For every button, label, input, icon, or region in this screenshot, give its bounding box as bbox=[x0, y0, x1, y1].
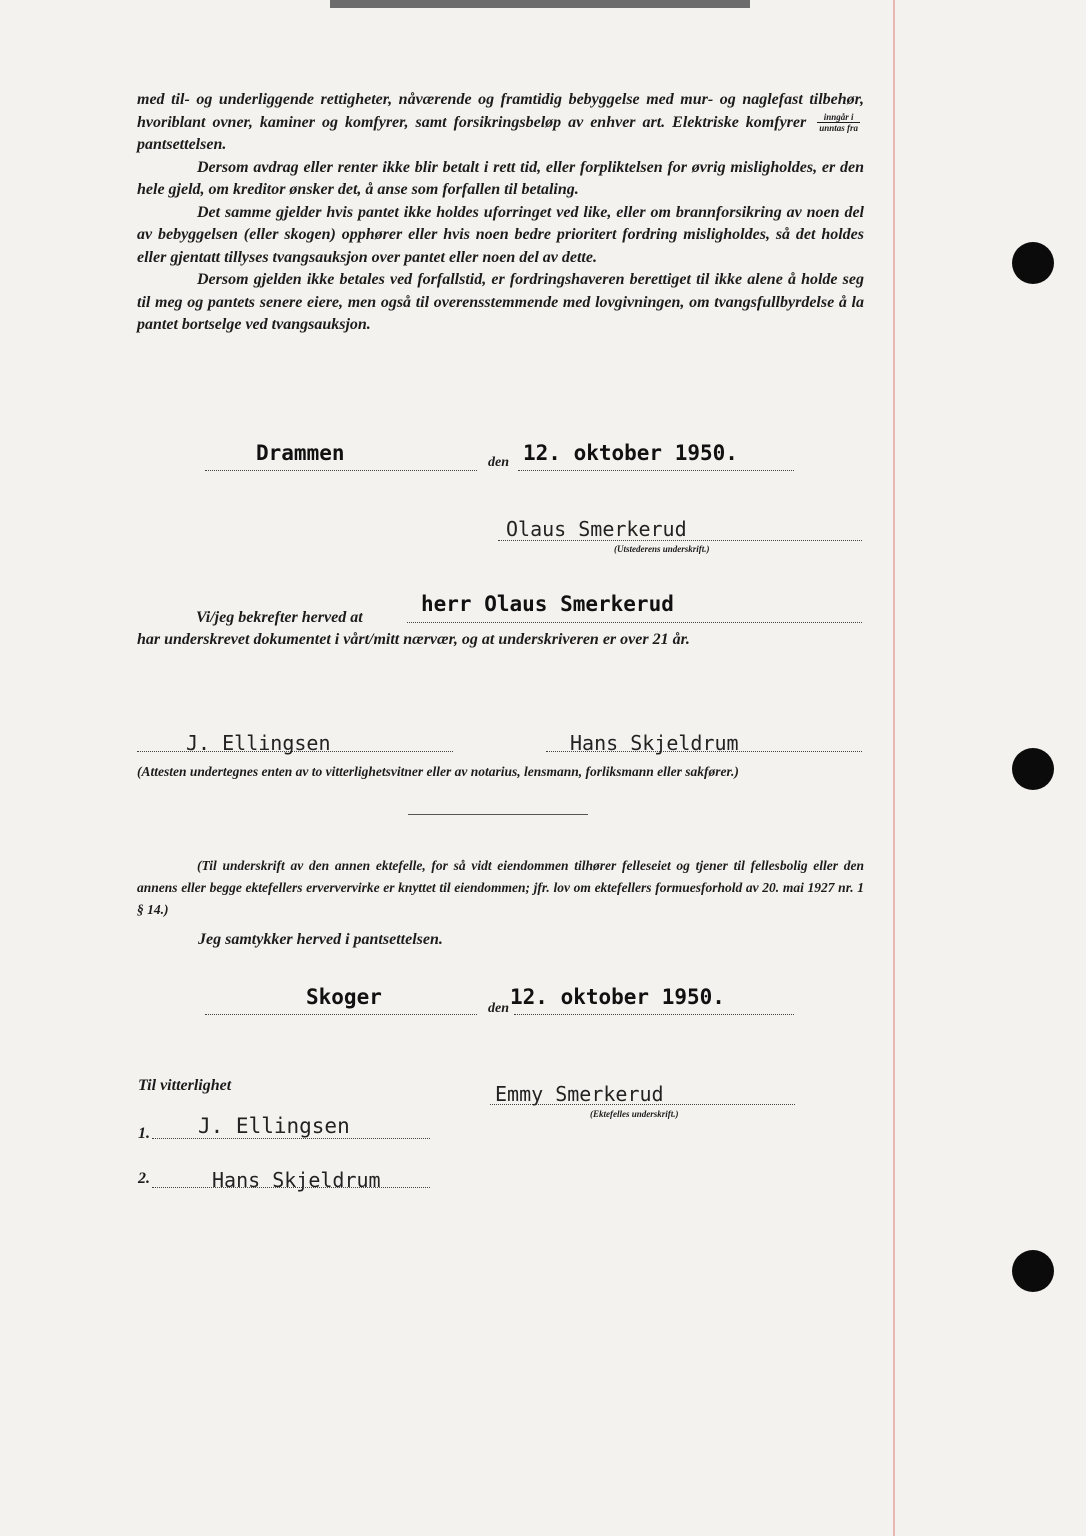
signer-line-2 bbox=[490, 1104, 795, 1105]
date-line-2 bbox=[514, 1014, 794, 1015]
place-drammen: Drammen bbox=[256, 441, 345, 465]
witness-line-2 bbox=[546, 751, 862, 752]
signer-emmy: Emmy Smerkerud bbox=[495, 1082, 664, 1106]
place-skoger: Skoger bbox=[306, 985, 382, 1009]
witness-number-2: 2. bbox=[138, 1170, 150, 1187]
binder-hole-middle bbox=[1012, 748, 1054, 790]
signer-olaus: Olaus Smerkerud bbox=[506, 517, 687, 541]
witness-subject-name: herr Olaus Smerkerud bbox=[421, 592, 674, 616]
consent-statement: Jeg samtykker herved i pantsettelsen. bbox=[198, 931, 443, 948]
witness-line-3 bbox=[152, 1138, 430, 1139]
witness-name-1: J. Ellingsen bbox=[198, 1114, 350, 1138]
date-2: 12. oktober 1950. bbox=[510, 985, 725, 1009]
signer-caption-2: (Ektefelles underskrift.) bbox=[590, 1109, 679, 1119]
signer-caption-1: (Utstederens underskrift.) bbox=[614, 544, 710, 554]
witness-intro: Vi/jeg bekrefter herved at bbox=[196, 609, 363, 626]
terms-paragraphs bbox=[137, 89, 864, 337]
binder-hole-top bbox=[1012, 242, 1054, 284]
witness-signature-1: J. Ellingsen bbox=[186, 731, 331, 755]
top-edge-strip bbox=[330, 0, 750, 8]
witness-label: Til vitterlighet bbox=[138, 1077, 232, 1094]
signer-line-1 bbox=[498, 540, 862, 541]
spouse-note: (Til underskrift av den annen ektefelle, for så vidt eiendommen tilhører felleseiet og tjener til fellesbolig eller den annens eller begge ektefellers erververvirke er knyttet til eiendommen; jfr. lov om ektefellers formuesforhold av 20. mai 1927 nr. 1 § 14.) bbox=[137, 858, 864, 917]
section-divider bbox=[408, 814, 588, 815]
witness-line-1 bbox=[137, 751, 453, 752]
paragraph-1: med til- og underliggende rettigheter, nåværende og framtidig bebyggelse med mur- og naglefast tilbehør, hvoriblant ovner, kaminer og komfyrer, samt forsikringsbeløp av enhver art. Elektriske komfyrer $\frac{\text{inngår i}}{\text{unntas fra}}$ pantsettelsen. bbox=[137, 91, 864, 153]
margin-line bbox=[893, 0, 895, 1536]
date-1: 12. oktober 1950. bbox=[523, 441, 738, 465]
witness-name-line bbox=[407, 622, 862, 623]
paragraph-3: Det samme gjelder hvis pantet ikke holdes uforringet ved like, eller om brannforsikring av noen del av bebyggelsen (eller skogen) opphører eller hvis noen bedre prioritert fordring misligholdes, så det holdes eller gjentatt tillyses tvangsauksjon over pantet eller noen del av dette. bbox=[137, 203, 864, 266]
witness-line-4 bbox=[152, 1187, 430, 1188]
place-line-2 bbox=[205, 1014, 477, 1015]
witness-number-1: 1. bbox=[138, 1125, 150, 1142]
paragraph-2: Dersom avdrag eller renter ikke blir betalt i rett tid, eller forpliktelsen for øvrig misligholdes, er den hele gjeld, om kreditor ønsker det, å anse som forfallen til betaling. bbox=[137, 158, 864, 198]
witness-signature-2: Hans Skjeldrum bbox=[570, 731, 739, 755]
witness-note: (Attesten undertegnes enten av to vitterlighetsvitner eller av notarius, lensmann, forliksmann eller sakfører.) bbox=[137, 764, 739, 779]
binder-hole-bottom bbox=[1012, 1250, 1054, 1292]
den-label-2: den bbox=[488, 1001, 509, 1016]
witness-name-2: Hans Skjeldrum bbox=[212, 1168, 381, 1192]
date-line-1 bbox=[518, 470, 794, 471]
fraction-options: $\frac{\text{inngår i}}{\text{unntas fra}}$ bbox=[819, 112, 859, 134]
place-line-1 bbox=[205, 470, 477, 471]
den-label-1: den bbox=[488, 455, 509, 470]
witness-statement: har underskrevet dokumentet i vårt/mitt nærvær, og at underskriveren er over 21 år. bbox=[137, 631, 690, 648]
paragraph-4: Dersom gjelden ikke betales ved forfallstid, er fordringshaveren berettiget til ikke alene å holde seg til meg og pantets senere eiere, men også til overensstemmende med lovgivningen, om tvangsfullbyrdelse å la pantet bortselge ved tvangsauksjon. bbox=[137, 271, 864, 333]
